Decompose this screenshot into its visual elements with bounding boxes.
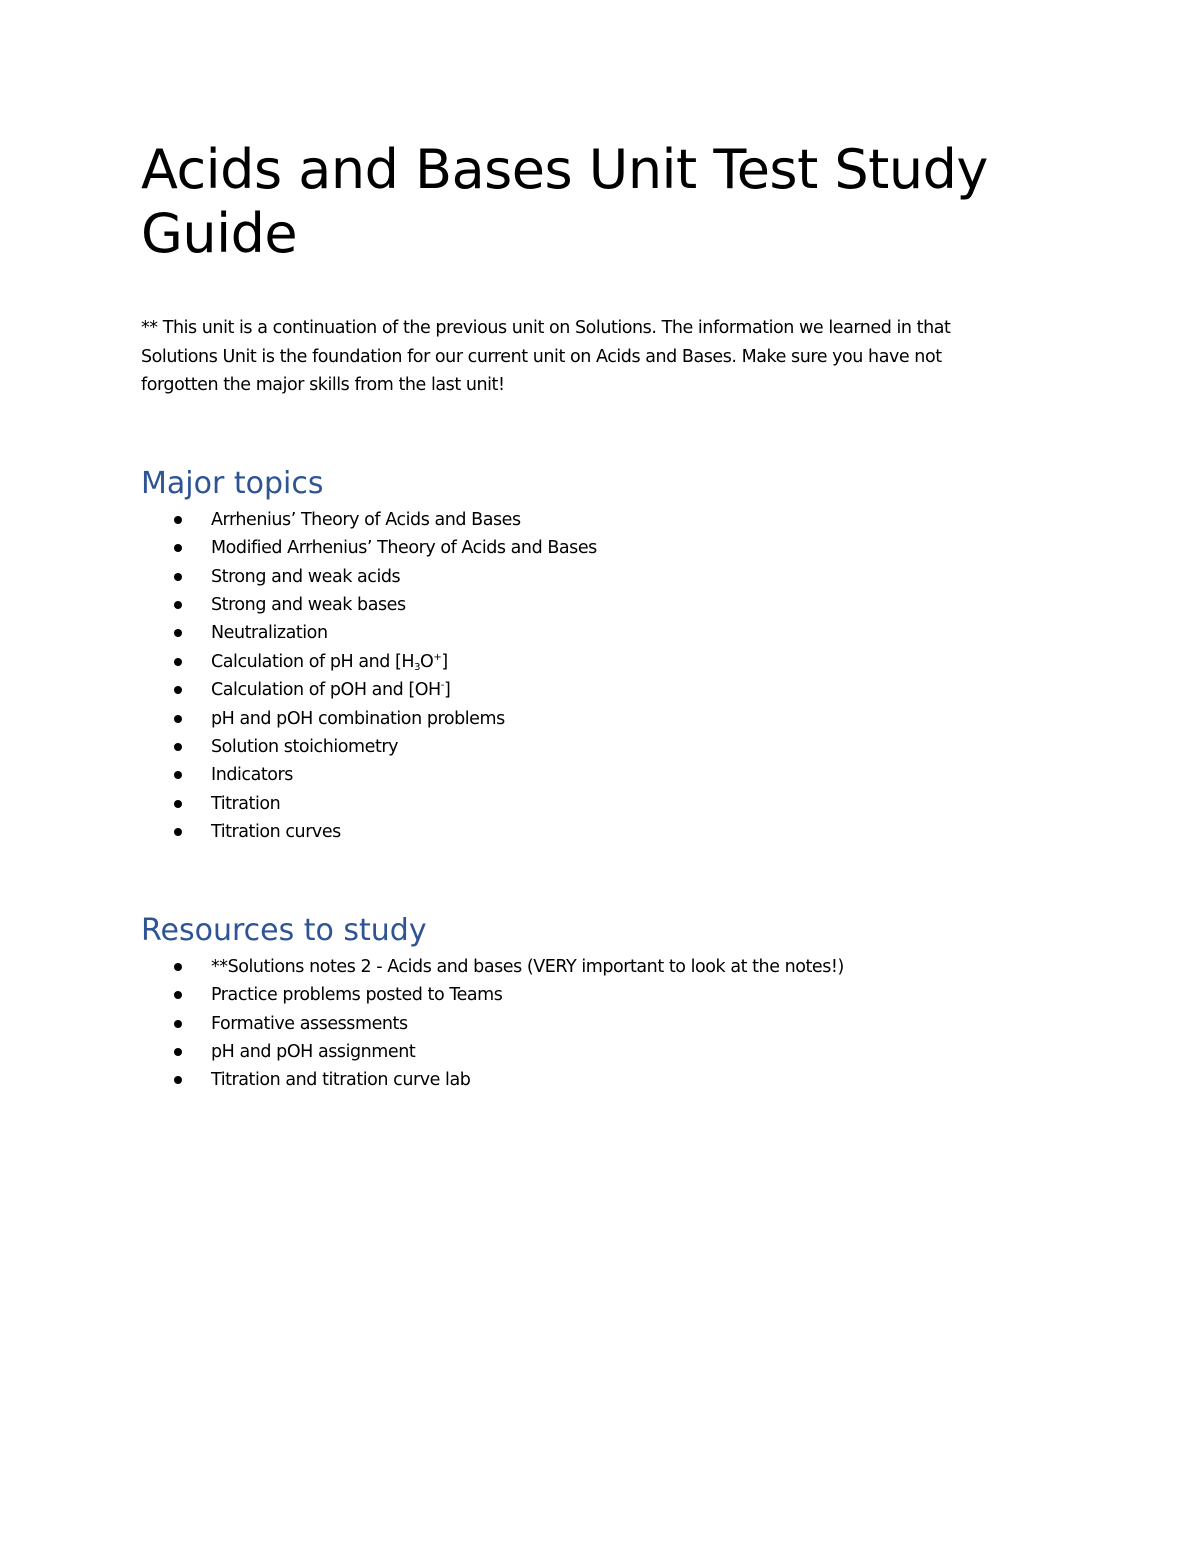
topic-list-item-text	[211, 648, 448, 676]
bullet-icon	[174, 963, 182, 971]
text-run: O	[420, 651, 434, 672]
topic-list-item	[0, 563, 1000, 591]
text-run: pH and pOH assignment	[211, 1042, 416, 1063]
resource-list-item	[0, 981, 1000, 1009]
bullet-icon	[174, 686, 182, 694]
topic-list-item-text	[211, 705, 505, 733]
resource-list-item-text	[211, 1066, 470, 1094]
bullet-icon	[174, 715, 182, 723]
superscript: +	[433, 651, 442, 663]
bullet-icon	[174, 771, 182, 779]
superscript: -	[440, 680, 444, 692]
resource-list-item-text	[211, 981, 502, 1009]
bullet-icon	[174, 658, 182, 666]
bullet-icon	[174, 516, 182, 524]
topic-list-item-text	[211, 619, 328, 647]
resource-list-item	[0, 1038, 1000, 1066]
resource-list-item-text	[211, 1038, 415, 1066]
topic-list-item-text	[211, 733, 398, 761]
text-run: Calculation of pOH and [OH	[211, 680, 441, 701]
text-run: Practice problems posted to Teams	[211, 985, 503, 1006]
text-run: pH and pOH combination problems	[211, 708, 505, 729]
topic-list-item-text	[211, 506, 521, 534]
bullet-icon	[174, 544, 182, 552]
major-topics-list	[0, 506, 1000, 846]
bullet-icon	[174, 828, 182, 836]
resources-heading: Resources to study	[141, 913, 427, 948]
text-run: Neutralization	[211, 623, 328, 644]
text-run: Titration curves	[211, 821, 341, 842]
intro-paragraph: ** This unit is a continuation of the previous unit on Solutions. The information we learned in that Solutions Unit is the foundation for our current unit on Acids and Bases. Make sure you have not forgotten the major skills from the last unit!	[141, 318, 951, 396]
text-run: ]	[441, 651, 448, 672]
text-run: Arrhenius’ Theory of Acids and Bases	[211, 510, 521, 530]
text-run: ]	[443, 680, 451, 701]
text-run: Solution stoichiometry	[211, 736, 399, 757]
topic-list-item	[0, 648, 1000, 676]
text-run: Modified Arrhenius’ Theory of Acids and Bases	[211, 538, 597, 559]
page-title: Acids and Bases Unit Test Study Guide	[141, 138, 988, 265]
major-topics-heading: Major topics	[141, 466, 324, 501]
topic-list-item	[0, 619, 1000, 647]
topic-list-item-text	[211, 790, 280, 818]
topic-list-item	[0, 761, 1000, 789]
bullet-icon	[174, 743, 182, 751]
bullet-icon	[174, 1048, 182, 1056]
bullet-icon	[174, 629, 182, 637]
bullet-icon	[174, 800, 182, 808]
resource-list-item	[0, 1010, 1000, 1038]
resources-list	[0, 953, 1000, 1095]
topic-list-item	[0, 790, 1000, 818]
topic-list-item-text	[211, 563, 400, 591]
bullet-icon	[174, 573, 182, 581]
bullet-icon	[174, 991, 182, 999]
text-run: Titration and titration curve lab	[211, 1070, 471, 1091]
topic-list-item	[0, 705, 1000, 733]
text-run: Formative assessments	[211, 1013, 408, 1034]
topic-list-item-text	[211, 761, 293, 789]
topic-list-item-text	[211, 534, 597, 562]
resource-list-item-text	[211, 1010, 408, 1038]
text-run: Calculation of pH and [H	[211, 651, 415, 672]
topic-list-item	[0, 818, 1000, 846]
subscript: 3	[414, 661, 421, 673]
bullet-icon	[174, 1076, 182, 1084]
topic-list-item-text	[211, 676, 450, 704]
topic-list-item	[0, 676, 1000, 704]
topic-list-item-text	[211, 818, 341, 846]
topic-list-item	[0, 534, 1000, 562]
resource-list-item	[0, 1066, 1000, 1094]
topic-list-item	[0, 506, 1000, 534]
text-run: Indicators	[211, 765, 293, 786]
bullet-icon	[174, 601, 182, 609]
bullet-icon	[174, 1020, 182, 1028]
resource-list-item	[0, 953, 1000, 981]
text-run: Titration	[211, 793, 281, 814]
topic-list-item	[0, 591, 1000, 619]
text-run: Strong and weak acids	[211, 566, 401, 587]
topic-list-item-text	[211, 591, 406, 619]
text-run: **Solutions notes 2 - Acids and bases (VERY important to look at the notes!)	[211, 957, 844, 977]
resource-list-item-text	[211, 953, 844, 981]
text-run: Strong and weak bases	[211, 595, 406, 616]
topic-list-item	[0, 733, 1000, 761]
